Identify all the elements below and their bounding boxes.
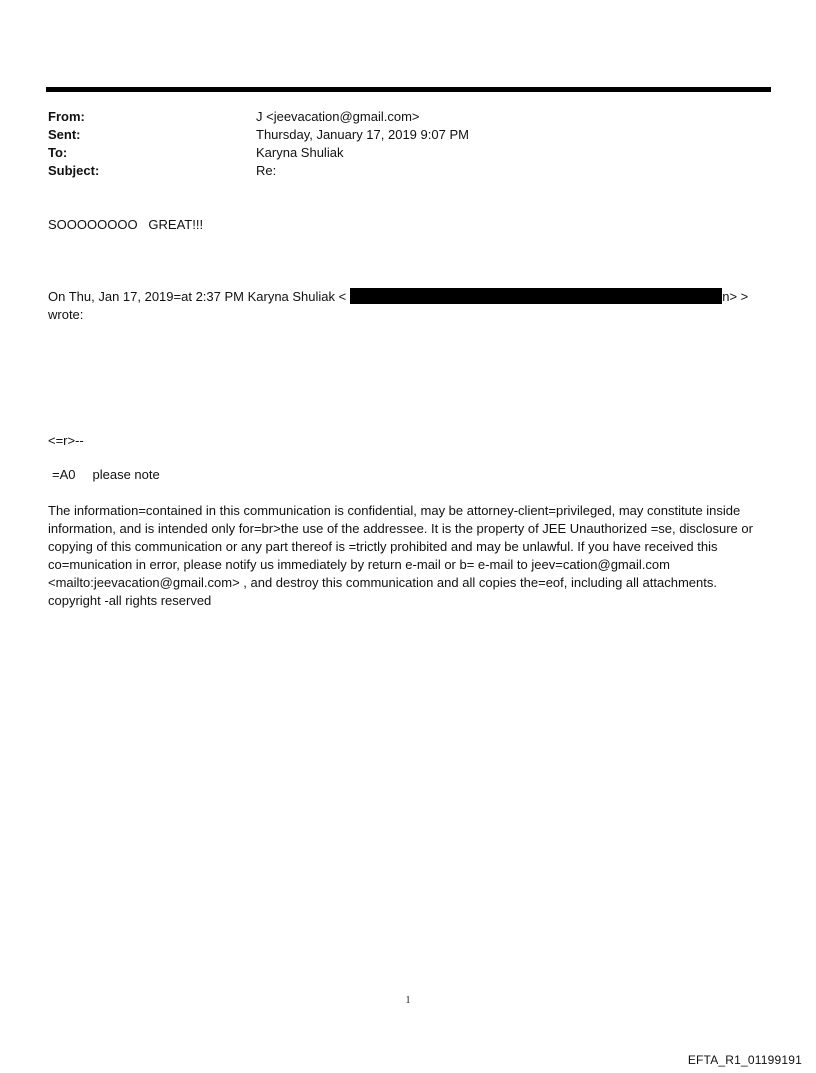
page-number: 1 [405, 995, 411, 1006]
to-row [48, 144, 768, 162]
to-value: Karyna Shuliak [256, 145, 344, 160]
confidentiality-disclaimer: The information=contained in this communication is confidential, may be attorney-client=privileged, may constitute inside information, and is intended only for=br>the use of the addressee. It is the property of JEE Unauthorized =se, disclosure or copying of this communication or any part thereof is =trictly prohibited and may be unlawful. If you have received this co=munication in error, please notify us immediately by return e-mail or b= e-mail to jeev=cation@gmail.com <mailto:jeevacation@gmail.com> , and destroy this communication and all copies the=eof, including all attachments. copyright -all rights reserved [48, 503, 753, 608]
quoted-suffix: n> > [722, 289, 749, 304]
subject-label: Subject: [48, 163, 100, 178]
quoted-wrote: wrote: [48, 307, 84, 322]
note-marker: =A0 [52, 467, 76, 482]
note-line [52, 466, 160, 484]
quoted-attribution [48, 288, 768, 324]
signature-separator: <=r>-- [48, 433, 84, 448]
from-label: From: [48, 109, 85, 124]
from-value: J <jeevacation@gmail.com> [256, 109, 420, 124]
header-divider [46, 87, 771, 92]
note-text: please note [92, 467, 160, 482]
reply-text: SOOOOOOOO GREAT!!! [48, 217, 204, 232]
from-row [48, 108, 768, 126]
document-id: EFTA_R1_01199191 [687, 1053, 802, 1067]
sent-row [48, 126, 768, 144]
sent-value: Thursday, January 17, 2019 9:07 PM [256, 127, 469, 142]
sent-label: Sent: [48, 127, 81, 142]
to-label: To: [48, 145, 68, 160]
email-header [48, 108, 768, 180]
subject-row [48, 162, 768, 180]
subject-value: Re: [256, 163, 277, 178]
quoted-prefix: On Thu, Jan 17, 2019=at 2:37 PM Karyna Shuliak < [48, 289, 347, 304]
redaction-block [350, 288, 722, 304]
